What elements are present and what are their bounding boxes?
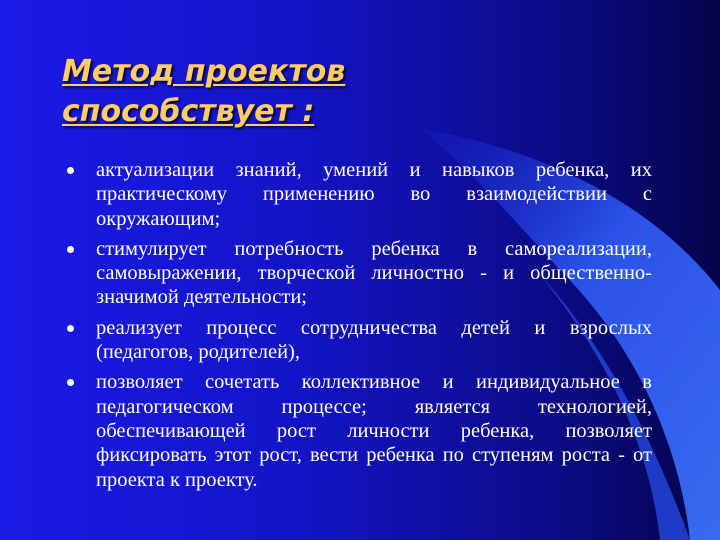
bullet-item [66,158,652,231]
bullet-text: позволяет сочетать коллективное и индивидуальное в педагогическом процессе; является технологией, обеспечивающей рост личности ребенка, позволяет фиксировать этот рост, вести ребенка по ступеням роста - от проекта к проекту. [96,371,652,491]
bullet-icon [67,379,74,386]
bullet-icon [67,246,74,253]
bullet-icon [67,325,74,332]
bullet-text: реализует процесс сотрудничества детей и взрослых (педагогов, родителей), [96,316,652,364]
bullet-item [66,370,652,491]
slide-title: Метод проектов способствует : [62,54,346,129]
bullet-icon [67,167,74,174]
bullet-item [66,316,652,365]
bullet-item [66,237,652,310]
bullet-text: актуализации знаний, умений и навыков ребенка, их практическому применению во взаимодействии с окружающим; [96,159,652,230]
bullet-list [66,158,652,498]
bullet-text: стимулирует потребность ребенка в самореализации, самовыражении, творческой личностно - и общественно-значимой деятельности; [96,237,652,309]
